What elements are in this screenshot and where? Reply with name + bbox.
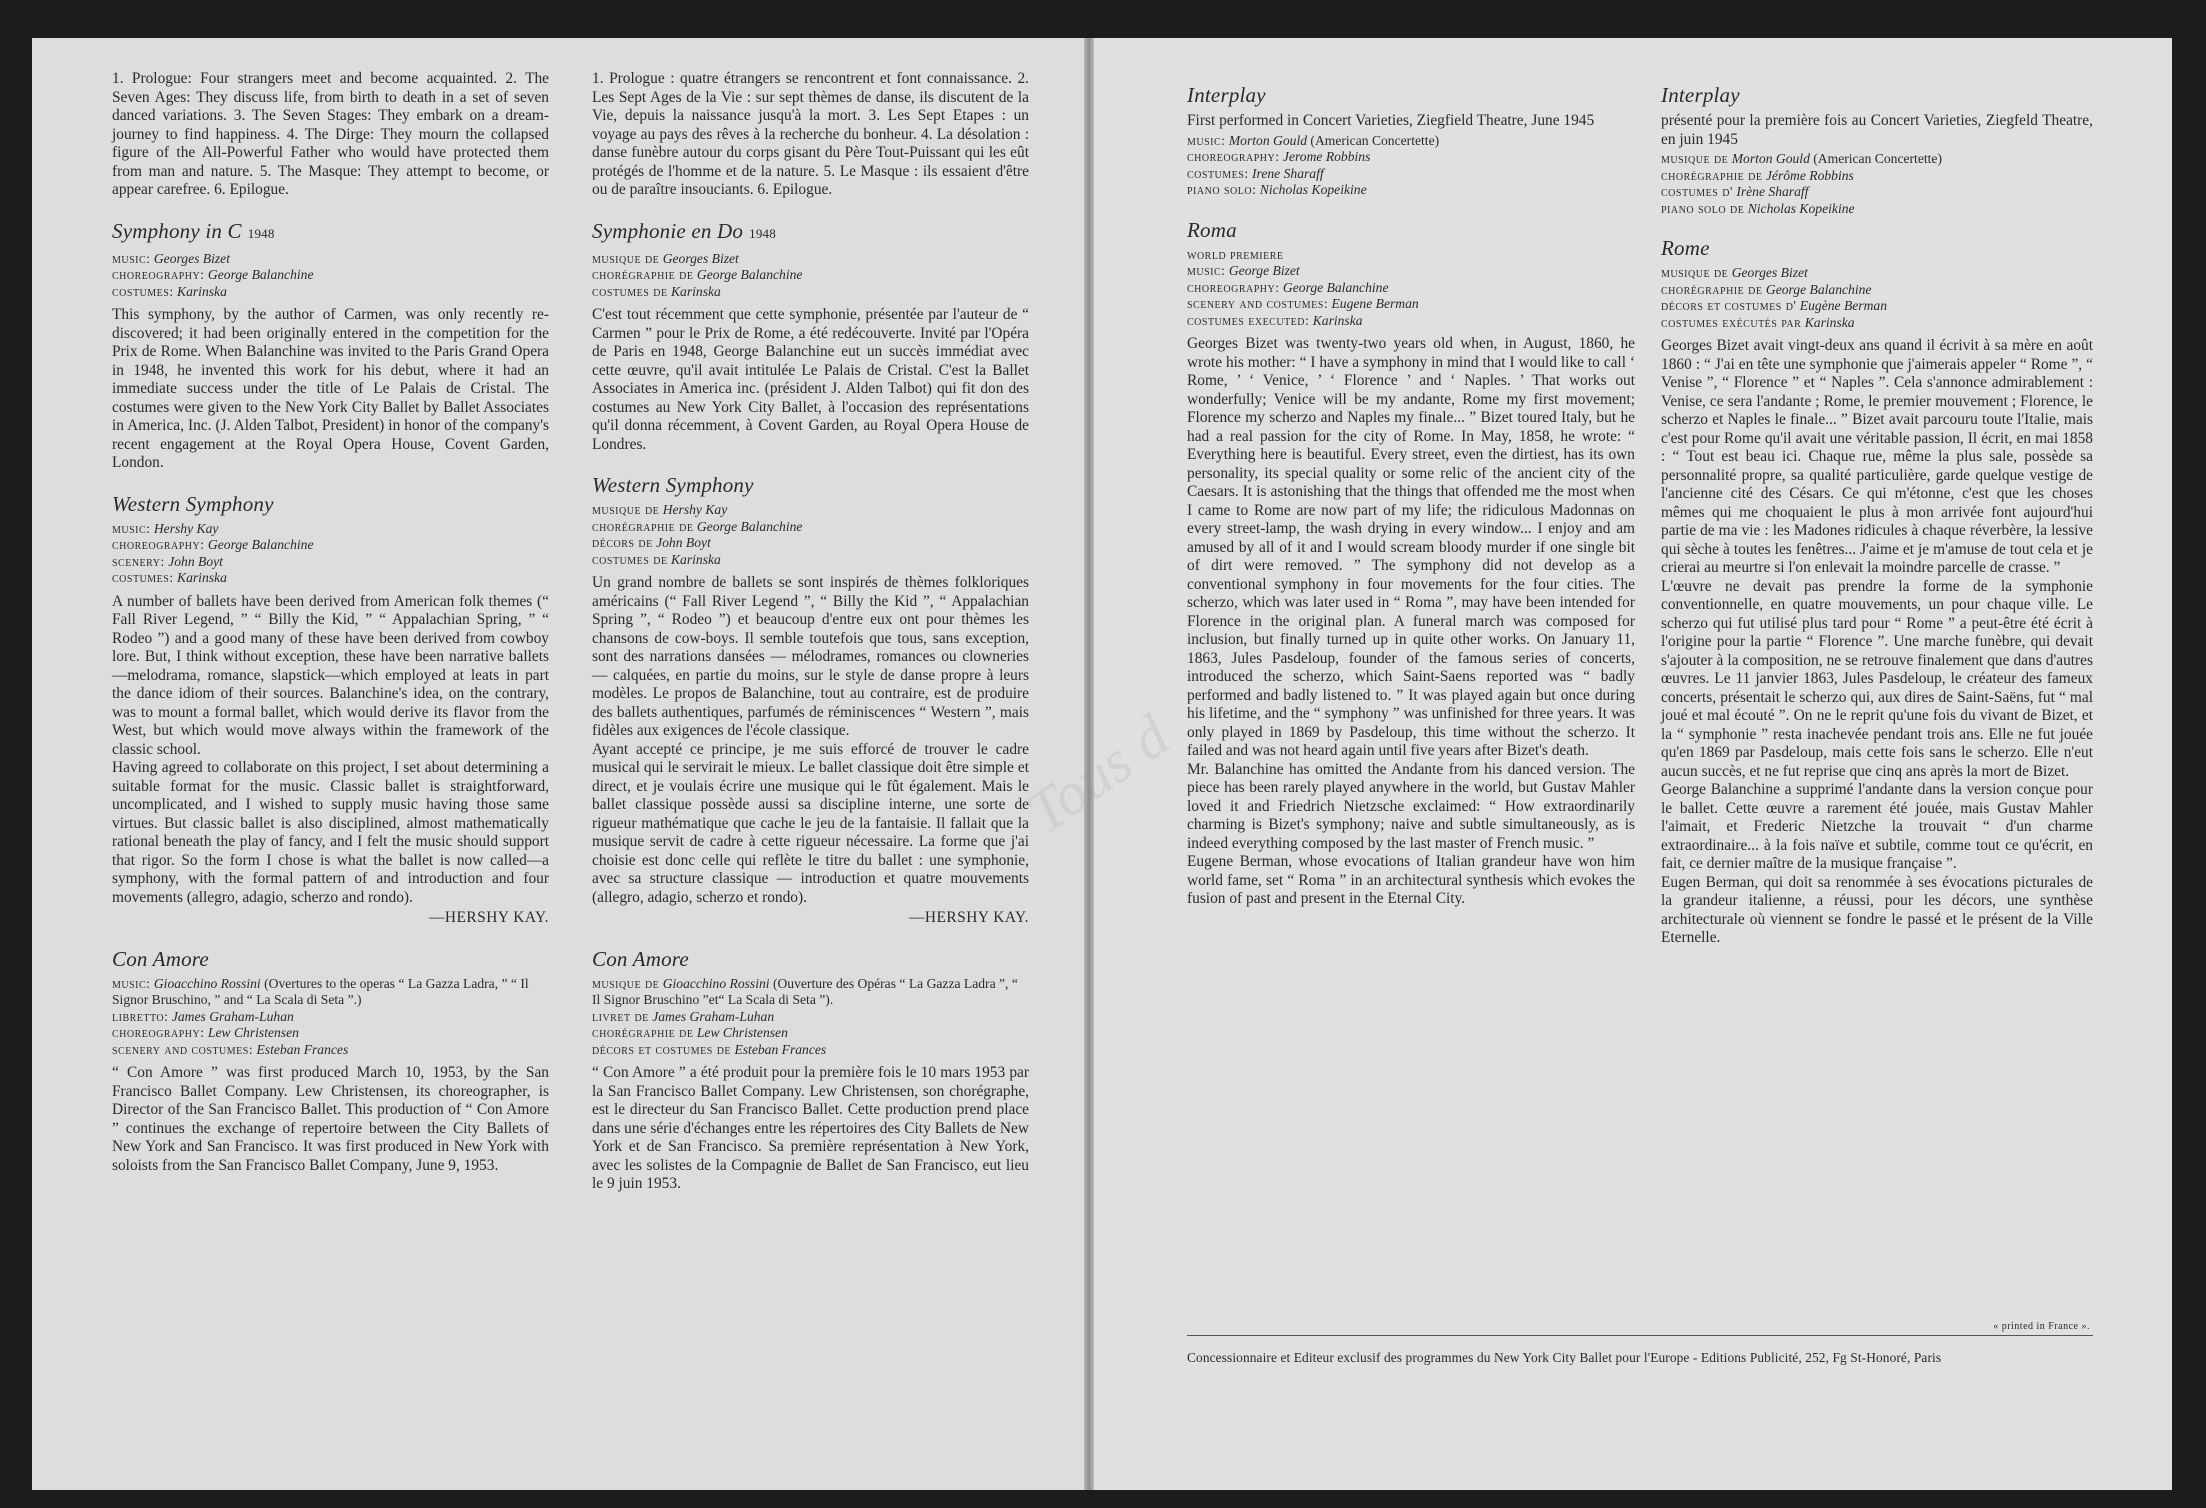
- credits: [1661, 151, 2093, 217]
- section-western-symphony-fr: [592, 472, 1029, 928]
- body-text: George Balanchine a supprimé l'andante dans la version conçue pour le ballet. Cette œuvre a rarement été jouée, mais Gustav Mahler l'aimait, et Frederic Nietzche la trouvait “ d'un charme extraordinaire... à la fois naïve et subtile, comme tout ce qu'écrit, en fait, ce dernier maître de la musique française ”.: [1661, 781, 2093, 872]
- credit-role: music:: [1187, 132, 1226, 148]
- credit-role: costumes de: [592, 283, 668, 299]
- section-title: Rome: [1661, 236, 1710, 260]
- section-interplay: [1187, 82, 1635, 199]
- credit-name: George Balanchine: [696, 518, 803, 534]
- body-text: C'est tout récemment que cette symphonie, présentée par l'auteur de “ Carmen ” pour le Prix de Rome, a été redécouverte. Invité par l'Opéra de Paris en 1948, George Balanchine eut un succès immédiat avec cette œuvre, qu'il avait intitulée Le Palais de Cristal. C'est la Ballet Associates in America inc. (président J. Alden Talbot) qui fit don des costumes au New York City Ballet, à l'occasion des représentations qu'il donna récemment, à Covent Garden, au Royal Opera House de Londres.: [592, 306, 1029, 453]
- credit-role: chorégraphie de: [592, 518, 694, 534]
- credit-extra: (American Concertette): [1307, 132, 1440, 148]
- credit-line: [592, 284, 1029, 301]
- credit-role: costumes d': [1661, 184, 1733, 199]
- signature: —HERSHY KAY.: [908, 909, 1029, 926]
- credit-name: Jerome Robbins: [1282, 149, 1371, 164]
- credits: [592, 976, 1029, 1059]
- section-title: Symphonie en Do 1948: [592, 218, 776, 243]
- credit-role: music:: [1187, 263, 1226, 278]
- credit-role: music:: [112, 250, 151, 266]
- credit-name: Karinska: [1312, 312, 1363, 328]
- body-text: “ Con Amore ” was first produced March 10, 1953, by the San Francisco Ballet Company. Lew Christensen, its choreographer, is Director of the San Francisco Ballet. This production of “ Con Amore ” continues the exchange of repertoire between the City Ballets of New York and San Francisco. It was first produced in New York with soloists from the San Francisco Ballet Company, June 9, 1953.: [112, 1064, 549, 1174]
- credit-name: Karinska: [1804, 314, 1855, 330]
- section-symphonie-en-do: [592, 218, 1029, 455]
- credit-name: Karinska: [177, 283, 227, 299]
- credit-line: [1661, 168, 2093, 185]
- credit-line: [112, 267, 549, 284]
- credits: [112, 521, 549, 587]
- intro-text: présenté pour la première fois au Concert Varieties, Ziegfeld Theatre, en juin 1945: [1661, 112, 2093, 148]
- credit-line: [592, 1025, 1029, 1042]
- column-english-left: [112, 70, 549, 1175]
- credit-line: [1187, 296, 1635, 313]
- credit-role: costumes exécutés par: [1661, 314, 1802, 330]
- credit-line: [592, 552, 1029, 569]
- credit-role: choreography:: [112, 267, 205, 282]
- credit-name: Lew Christensen: [207, 1025, 299, 1040]
- credit-role: costumes:: [112, 570, 174, 585]
- credits: [1187, 247, 1635, 330]
- credit-role: musique de: [1661, 265, 1729, 280]
- credit-line: [112, 570, 549, 587]
- credit-extra: (American Concertette): [1809, 151, 1942, 166]
- body-text: Ayant accepté ce principe, je me suis efforcé de trouver le cadre musical qui le servirait le mieux. Le ballet classique doit être simple et direct, et je voulais écrire une musique qui le fût également. Mais le ballet classique possède aussi sa discipline interne, une sorte de rigueur mathématique que cache le jeu de la fantaisie. Il fallait que la musique servit de cadre à cette rigueur nécessaire. La forme que j'ai choisie est donc celle qui reflète le titre du ballet : une symphonie, avec sa structure classique — introduction et quatre mouvements (allegro, adagio, scherzo et rondo).: [592, 740, 1029, 906]
- credit-name: Irene Sharaff: [1252, 165, 1324, 181]
- credit-role: libretto:: [112, 1008, 169, 1024]
- body-text: Georges Bizet avait vingt-deux ans quand il écrivit à sa mère en août 1860 : “ J'ai en tête une symphonie que j'aimerais appeler “ Rome ”, “ Venise ”, “ Florence ” et “ Naples ”. Cela s'annonce admirablement : Venise, ce sera l'andante ; Rome, le premier mouvement ; Florence, le scherzo et Naples le finale... ” Bizet avait parcouru toute l'Italie, mais c'est pour Rome qu'il avait une véritable passion, Il écrit, en mai 1858 : “ Tout est beau ici. Chaque rue, même la plus sale, possède sa personnalité propre, sa qualité particulière, garde quelque vestige de l'ancienne cité des Césars. Ce qui m'étonne, c'est que les choses mêmes qui me choquaient le plus à mon arrivée font aujourd'hui partie de ma vie : les Madones ridicules à chaque réverbère, la lessive qui sèche à toutes les fenêtres... J'aime et je m'amuse de tout cela et je crierai au meurtre si l'on enlevait la moindre parcelle de crasse. ”: [1661, 337, 2093, 576]
- column-english-right: [1187, 82, 1635, 909]
- credit-name: James Graham-Luhan: [171, 1008, 294, 1024]
- credit-role: scenery and costumes:: [1187, 296, 1329, 311]
- credit-role: costumes:: [112, 283, 174, 299]
- credit-line: [112, 976, 549, 1009]
- credit-name: George Balanchine: [1765, 281, 1872, 297]
- credit-line: [112, 521, 549, 538]
- credit-line: [1187, 313, 1635, 330]
- credit-line: [112, 284, 549, 301]
- credits: [1187, 133, 1635, 199]
- credit-role: décors et costumes d': [1661, 298, 1797, 313]
- intro-section: [112, 70, 549, 200]
- credit-line: [1187, 133, 1635, 150]
- credit-line: [592, 251, 1029, 268]
- credits: [112, 251, 549, 301]
- credit-role: piano solo:: [1187, 182, 1257, 197]
- credit-name: Jérôme Robbins: [1765, 167, 1854, 183]
- credit-line: [592, 1009, 1029, 1026]
- credit-line: [1187, 247, 1635, 264]
- credit-role: musique de: [592, 250, 660, 266]
- credit-name: Nicholas Kopeikine: [1259, 182, 1367, 197]
- credit-line: [1661, 151, 2093, 168]
- credit-line: [1661, 184, 2093, 201]
- credit-name: John Boyt: [656, 535, 711, 550]
- credit-role: chorégraphie de: [592, 267, 694, 282]
- section-roma: [1187, 217, 1635, 909]
- credit-extra: (Ouverture des Opéras “ La Gazza Ladra ”, “ Il Signor Bruschino ”et“ La Scala di Seta ”).: [592, 975, 1018, 1007]
- credits: [1661, 265, 2093, 331]
- section-title: Interplay: [1661, 83, 1740, 107]
- credit-role: chorégraphie de: [1661, 167, 1763, 183]
- credit-line: [1187, 280, 1635, 297]
- section-con-amore: [112, 946, 549, 1176]
- intro-text: 1. Prologue : quatre étrangers se rencontrent et font connaissance. 2. Les Sept Ages de la Vie : sur sept thèmes de danse, ils discutent de la Vie, depuis la naissance jusqu'à la mort. 3. Les Sept Etapes : un voyage au pays des rêves à la recherche du bonheur. 4. La désolation : danse funèbre autour du corps gisant du Père Tout-Puissant qui les eût protégés de l'homme et de la nature. 5. Le Masque : ils essaient d'être ou de paraître insouciants. 6. Epilogue.: [592, 70, 1029, 198]
- footer-divider: [1187, 1335, 2093, 1336]
- credit-role: choreography:: [1187, 279, 1280, 295]
- credit-line: [592, 976, 1029, 1009]
- column-french-left: [592, 70, 1029, 1194]
- credit-extra: (Overtures to the operas “ La Gazza Ladra, ” “ Il Signor Bruschino, ” and “ La Scala di Seta ”.): [112, 975, 529, 1007]
- credit-line: [1661, 201, 2093, 218]
- credits: [112, 976, 549, 1059]
- credit-line: [112, 1025, 549, 1042]
- credit-name: Gioacchino Rossini: [662, 975, 770, 991]
- credit-name: Eugène Berman: [1799, 298, 1887, 313]
- body-text: This symphony, by the author of Carmen, was only recently re-discovered; it had been originally entered in the competition for the Prix de Rome. When Balanchine was invited to the Paris Grand Opera in 1948, he invented this work for his debut, where it had an immediate success under the title of Le Palais de Cristal. The costumes were given to the New York City Ballet by Ballet Associates in America, Inc. (J. Alden Talbot, President) in honor of the company's recent engagement at the Royal Opera House, Covent Garden, London.: [112, 306, 549, 471]
- section-con-amore-fr: [592, 946, 1029, 1194]
- watermark: Tous d: [1014, 702, 1181, 846]
- credit-role: scenery:: [112, 553, 165, 569]
- section-title: Roma: [1187, 217, 1237, 242]
- section-title: Con Amore: [592, 946, 689, 971]
- credit-name: Karinska: [670, 551, 721, 567]
- credit-name: Eugene Berman: [1331, 296, 1419, 311]
- credit-name: Georges Bizet: [153, 250, 230, 266]
- credit-role: décors de: [592, 535, 653, 550]
- credit-name: Nicholas Kopeikine: [1747, 200, 1855, 216]
- body-text: Eugene Berman, whose evocations of Italian grandeur have won him world fame, set “ Roma ” in an architectural synthesis which evokes the fusion of past and present in the Eternal City.: [1187, 853, 1635, 907]
- body-text: Georges Bizet was twenty-two years old when, in August, 1860, he wrote his mother: “ I have a symphony in mind that I would like to call ‘ Rome, ’ ‘ Venice, ’ ‘ Florence ’ and ‘ Naples. ’ That works out wonderfully; Venice will be my andante, Rome my first movement; Florence my scherzo and Naples my finale... ” Bizet toured Italy, but he had a real passion for the city of Rome. In May, 1858, he wrote: “ Everything here is beautiful. Every street, even the dirtiest, has its own personality, its special quality or some relic of the ancient city of the Caesars. It is astonishing that the things that offended me the most when I came to Rome are now part of my life; the ridiculous Madonnas on every street-lamp, the wash drying in every window... I enjoy and am amused by all of it and I would scream bloody murder if one single bit of dirt were removed. ” The symphony did not develop as a conventional symphony in four movements for the four cities. The scherzo, which was later used in “ Roma ”, may have been intended for Florence in the original plan. A funeral march was composed for inclusion, but finally turned up in quite other works. On January 11, 1863, Jules Pasdeloup, founder of the famous series of concerts, introduced the scherzo, which Saint-Saens reported was “ badly performed and badly listened to. ” It was played again but once during his lifetime, and the “ symphony ” was unfinished for three years. It was only played in 1869 by Pasdeloup, this time without the scherzo. It failed and was not heard again until five years after Bizet's death.: [1187, 335, 1635, 759]
- credit-line: [592, 502, 1029, 519]
- credits: [592, 251, 1029, 301]
- credit-line: [112, 1009, 549, 1026]
- credit-role: world premiere: [1187, 246, 1284, 262]
- credit-role: musique de: [592, 975, 660, 991]
- credit-name: Irène Sharaff: [1736, 184, 1809, 199]
- credit-role: choreography:: [112, 537, 205, 552]
- credit-role: chorégraphie de: [1661, 281, 1763, 297]
- credit-role: livret de: [592, 1008, 649, 1024]
- credit-line: [1661, 315, 2093, 332]
- credit-line: [1661, 298, 2093, 315]
- section-title: Western Symphony: [112, 491, 274, 516]
- credit-line: [112, 537, 549, 554]
- credit-name: Esteban Frances: [256, 1041, 349, 1057]
- credit-name: James Graham-Luhan: [652, 1008, 775, 1024]
- credit-name: Karinska: [670, 283, 721, 299]
- credit-name: George Balanchine: [207, 537, 314, 552]
- credit-name: Lew Christensen: [696, 1025, 788, 1040]
- section-title: Con Amore: [112, 946, 209, 971]
- credit-name: Hershy Kay: [662, 502, 728, 517]
- column-french-right: [1661, 82, 2093, 948]
- body-text: Having agreed to collaborate on this project, I set about determining a suitable format for the music. Classic ballet is straightforward, uncomplicated, and I wished to supply music having those same virtues. But classic ballet is also disciplined, almost mathematically rational beneath the play of fancy, and I felt the music should support that rigor. So the form I chose is what the ballet is now called—a symphony, with the formal pattern of and introduction and four movements (allegro, adagio, scherzo and rondo).: [112, 759, 549, 906]
- credit-line: [112, 251, 549, 268]
- credit-role: choreography:: [112, 1025, 205, 1040]
- credit-line: [1661, 282, 2093, 299]
- section-rome-fr: [1661, 235, 2093, 948]
- credit-name: Hershy Kay: [153, 520, 219, 536]
- credit-line: [1187, 149, 1635, 166]
- body-text: Eugen Berman, qui doit sa renommée à ses évocations picturales de la grandeur italienne, a réussi, pour les décors, une synthèse architecturale où viennent se fondre le passé et le présent de la Ville Eternelle.: [1661, 873, 2093, 946]
- credit-name: Morton Gould: [1731, 151, 1810, 166]
- credit-role: costumes de: [592, 551, 668, 567]
- credit-role: choreography:: [1187, 149, 1280, 164]
- intro-text: 1. Prologue: Four strangers meet and become acquainted. 2. The Seven Ages: They discuss life, from birth to death in a set of seven danced variations. 3. The Seven Stages: They embark on a dream-journey to find happiness. 4. The Dirge: They mourn the collapsed figure of the All-Powerful Father who would have protected them from man and nature. 5. The Masque: They attempt to become, or appear carefree. 6. Epilogue.: [112, 70, 549, 198]
- printed-in-france-note: « printed in France ».: [1993, 1321, 2090, 1332]
- credit-line: [112, 1042, 549, 1059]
- intro-text: First performed in Concert Varieties, Ziegfield Theatre, June 1945: [1187, 112, 1595, 129]
- credits: [592, 502, 1029, 568]
- section-interplay-fr: [1661, 82, 2093, 217]
- credit-line: [1187, 182, 1635, 199]
- body-text: L'œuvre ne devait pas prendre la forme de la symphonie conventionnelle, en quatre mouvements, un pour chaque ville. Le scherzo qui fut utilisé plus tard pour “ Rome ” a peut-être été écrit à l'origine pour la partie “ Florence ”. Une marche funèbre, qui devait s'ajouter à la composition, ne se retrouve finalement que dans d'autres œuvres. Le 11 janvier 1863, Jules Pasdeloup, le créateur des fameux concerts, présentait le scherzo qui, aux dires de Saint-Saëns, fut “ mal joué et mal écouté ”. On ne le reprit qu'une fois du vivant de Bizet, et la “ symphonie ” resta inachevée pendant trois ans. Elle ne fut jouée qu'en 1869 par Pasdeloup, mais cette fois sans le scherzo. Elle n'eut aucun succès, et ne fut reprise que cinq ans après la mort de Bizet.: [1661, 577, 2093, 780]
- credit-role: costumes:: [1187, 165, 1249, 181]
- section-symphony-in-c: [112, 218, 549, 473]
- body-text: Mr. Balanchine has omitted the Andante from his danced version. The piece has been rarely played anywhere in the world, but Gustav Mahler loved it and Friedrich Nietzsche exclaimed: “ How extraordinarily charming is Bizet's symphony; naive and subtle simultaneously, as is indeed everything composed by the last master of French music. ”: [1187, 760, 1635, 852]
- publisher-footer: Concessionnaire et Editeur exclusif des programmes du New York City Ballet pour l'Europe - Editions Publicité, 252, Fg St-Honoré, Paris: [1187, 1350, 1942, 1365]
- section-title: Symphony in C 1948: [112, 218, 275, 243]
- credit-line: [112, 554, 549, 571]
- intro-section: [592, 70, 1029, 200]
- credit-role: music:: [112, 520, 151, 536]
- credit-line: [1187, 166, 1635, 183]
- credit-name: Georges Bizet: [1731, 265, 1808, 280]
- credit-line: [1187, 263, 1635, 280]
- body-text: A number of ballets have been derived from American folk themes (“ Fall River Legend, ” “ Billy the Kid, ” “ Appalachian Spring, ” “ Rodeo ”) and a good many of these have been derived from cowboy lore. But, I think without exception, these have been narrative ballets—melodrama, romance, slapstick—which employed at leats in part the dance idiom of their sources. Balanchine's idea, on the contrary, was to mount a formal ballet, which would derive its flavor from the West, but which would move always within the framework of the classic school.: [112, 592, 549, 758]
- credit-name: Karinska: [177, 570, 227, 585]
- signature: —HERSHY KAY.: [428, 909, 549, 926]
- credit-name: Georges Bizet: [662, 250, 739, 266]
- credit-name: George Balanchine: [1282, 279, 1389, 295]
- credit-name: Esteban Frances: [734, 1041, 827, 1057]
- credit-line: [592, 267, 1029, 284]
- body-text: “ Con Amore ” a été produit pour la première fois le 10 mars 1953 par la San Francisco Ballet Company. Lew Christensen, son chorégraphe, est le directeur du San Francisco Ballet. Cette production prend place dans une série d'échanges entre les répertoires des City Ballets de New York et de San Francisco. Sa première représentation à New York, avec les solistes de la Compagnie de Ballet de San Francisco, eut lieu le 9 juin 1953.: [592, 1064, 1029, 1192]
- credit-role: scenery and costumes:: [112, 1041, 254, 1057]
- credit-name: Morton Gould: [1228, 132, 1308, 148]
- section-title: Interplay: [1187, 83, 1266, 107]
- credit-role: piano solo de: [1661, 200, 1745, 216]
- credit-role: musique de: [1661, 151, 1729, 166]
- credit-name: George Balanchine: [696, 267, 803, 282]
- credit-line: [1661, 265, 2093, 282]
- credit-name: Gioacchino Rossini: [153, 975, 261, 991]
- credit-role: music:: [112, 975, 151, 991]
- credit-role: décors et costumes de: [592, 1041, 732, 1057]
- credit-role: chorégraphie de: [592, 1025, 694, 1040]
- credit-name: John Boyt: [168, 553, 223, 569]
- body-text: Un grand nombre de ballets se sont inspirés de thèmes folkloriques américains (“ Fall River Legend ”, “ Billy the Kid ”, “ Appalachian Spring ”, “ Rodeo ”) et beaucoup d'entre eux ont pour thèmes les chansons de cow-boys. Il semble toutefois que tous, sans exception, sont des narrations dansées — mélodrames, romances ou clowneries — calquées, en partie du moins, sur le style de danse propre à leurs modèles. Le propos de Balanchine, tout au contraire, est de produire des ballets authentiques, parfumés de réminiscences “ Western ”, mais fidèles aux exigences de l'école classique.: [592, 574, 1029, 739]
- section-title: Western Symphony: [592, 473, 754, 497]
- credit-role: musique de: [592, 502, 660, 517]
- credit-name: George Bizet: [1228, 263, 1300, 278]
- credit-role: costumes executed:: [1187, 312, 1310, 328]
- section-western-symphony: [112, 491, 549, 928]
- credit-line: [592, 1042, 1029, 1059]
- credit-name: George Balanchine: [207, 267, 314, 282]
- credit-line: [592, 535, 1029, 552]
- credit-line: [592, 519, 1029, 536]
